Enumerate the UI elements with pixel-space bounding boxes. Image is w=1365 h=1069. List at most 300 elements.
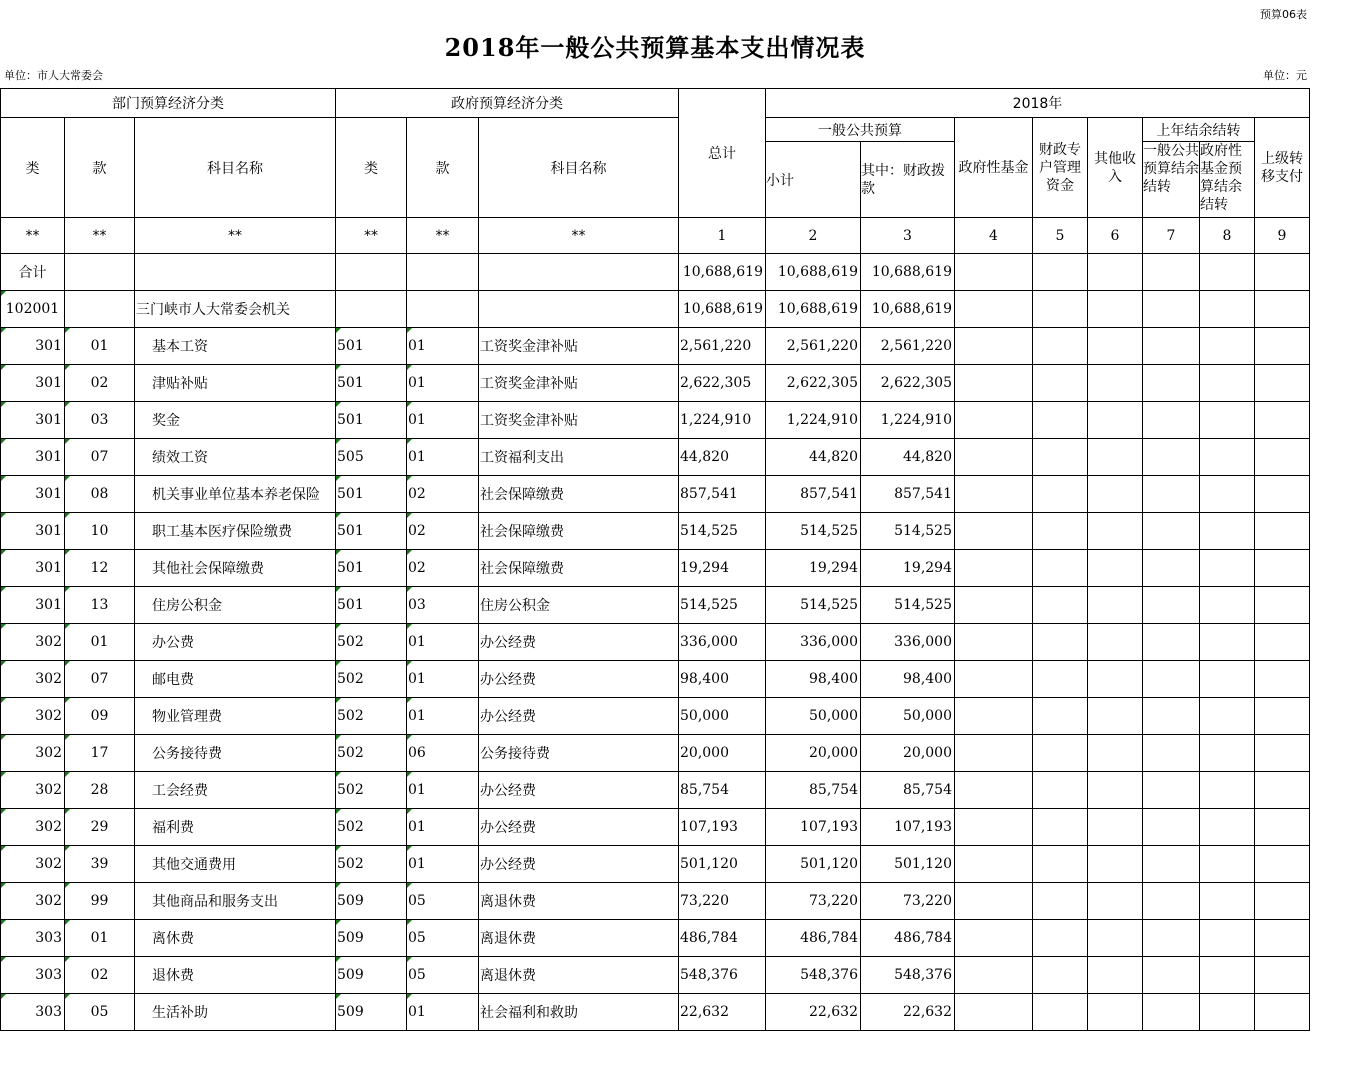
empty-cell[interactable]	[1143, 994, 1200, 1031]
gov-kuan-cell[interactable]: 01	[407, 994, 479, 1031]
subtotal-cell[interactable]: 2,622,305	[766, 365, 861, 402]
dept-item-name-cell[interactable]: 其他商品和服务支出	[135, 883, 336, 920]
fiscal-allocation-cell[interactable]: 20,000	[861, 735, 955, 772]
empty-cell[interactable]	[1033, 920, 1088, 957]
empty-cell[interactable]	[1200, 254, 1255, 291]
empty-cell[interactable]	[955, 809, 1033, 846]
empty-cell[interactable]	[1255, 846, 1310, 883]
gov-lei-cell[interactable]: 502	[336, 809, 407, 846]
gov-item-name-cell[interactable]: 社会保障缴费	[479, 513, 679, 550]
fiscal-allocation-cell[interactable]: 514,525	[861, 513, 955, 550]
empty-cell[interactable]	[1143, 772, 1200, 809]
dept-kuan-cell[interactable]: 08	[65, 476, 135, 513]
gov-kuan-cell[interactable]: 01	[407, 402, 479, 439]
empty-cell[interactable]	[955, 476, 1033, 513]
dept-lei-cell[interactable]: 302	[1, 624, 65, 661]
dept-kuan-cell[interactable]: 09	[65, 698, 135, 735]
gov-lei-cell[interactable]: 501	[336, 587, 407, 624]
empty-cell[interactable]	[1033, 365, 1088, 402]
empty-cell[interactable]	[1033, 291, 1088, 328]
empty-cell[interactable]	[1200, 291, 1255, 328]
empty-cell[interactable]	[955, 254, 1033, 291]
dept-item-name-cell[interactable]: 职工基本医疗保险缴费	[135, 513, 336, 550]
fiscal-allocation-cell[interactable]: 98,400	[861, 661, 955, 698]
gov-item-name-cell[interactable]: 办公经费	[479, 846, 679, 883]
dept-item-name-cell[interactable]: 物业管理费	[135, 698, 336, 735]
empty-cell[interactable]	[1033, 476, 1088, 513]
dept-lei-cell[interactable]: 合计	[1, 254, 65, 291]
gov-lei-cell[interactable]: 509	[336, 994, 407, 1031]
fiscal-allocation-cell[interactable]: 107,193	[861, 809, 955, 846]
empty-cell[interactable]	[1143, 957, 1200, 994]
dept-kuan-cell[interactable]: 99	[65, 883, 135, 920]
dept-kuan-cell[interactable]: 13	[65, 587, 135, 624]
subtotal-cell[interactable]: 85,754	[766, 772, 861, 809]
subtotal-cell[interactable]: 514,525	[766, 513, 861, 550]
dept-lei-cell[interactable]: 302	[1, 809, 65, 846]
total-cell[interactable]: 98,400	[679, 661, 766, 698]
dept-kuan-cell[interactable]: 10	[65, 513, 135, 550]
dept-item-name-cell[interactable]: 工会经费	[135, 772, 336, 809]
total-cell[interactable]: 50,000	[679, 698, 766, 735]
gov-kuan-cell[interactable]: 05	[407, 920, 479, 957]
empty-cell[interactable]	[1088, 772, 1143, 809]
empty-cell[interactable]	[1088, 661, 1143, 698]
dept-lei-cell[interactable]: 302	[1, 883, 65, 920]
dept-lei-cell[interactable]: 303	[1, 994, 65, 1031]
empty-cell[interactable]	[1200, 439, 1255, 476]
gov-kuan-cell[interactable]: 01	[407, 661, 479, 698]
subtotal-cell[interactable]: 98,400	[766, 661, 861, 698]
subtotal-cell[interactable]: 2,561,220	[766, 328, 861, 365]
empty-cell[interactable]	[1255, 772, 1310, 809]
dept-item-name-cell[interactable]: 福利费	[135, 809, 336, 846]
empty-cell[interactable]	[1255, 994, 1310, 1031]
empty-cell[interactable]	[955, 661, 1033, 698]
empty-cell[interactable]	[955, 365, 1033, 402]
gov-lei-cell[interactable]: 502	[336, 698, 407, 735]
empty-cell[interactable]	[955, 624, 1033, 661]
dept-kuan-cell[interactable]	[65, 254, 135, 291]
empty-cell[interactable]	[1255, 328, 1310, 365]
dept-item-name-cell[interactable]: 其他交通费用	[135, 846, 336, 883]
dept-lei-cell[interactable]: 301	[1, 513, 65, 550]
empty-cell[interactable]	[1143, 513, 1200, 550]
total-cell[interactable]: 10,688,619	[679, 254, 766, 291]
fiscal-allocation-cell[interactable]: 2,561,220	[861, 328, 955, 365]
empty-cell[interactable]	[1200, 328, 1255, 365]
fiscal-allocation-cell[interactable]: 2,622,305	[861, 365, 955, 402]
empty-cell[interactable]	[1088, 920, 1143, 957]
dept-kuan-cell[interactable]: 02	[65, 957, 135, 994]
total-cell[interactable]: 20,000	[679, 735, 766, 772]
empty-cell[interactable]	[1033, 661, 1088, 698]
dept-lei-cell[interactable]: 301	[1, 402, 65, 439]
gov-item-name-cell[interactable]	[479, 254, 679, 291]
empty-cell[interactable]	[1033, 883, 1088, 920]
dept-item-name-cell[interactable]: 住房公积金	[135, 587, 336, 624]
gov-kuan-cell[interactable]: 06	[407, 735, 479, 772]
gov-kuan-cell[interactable]: 01	[407, 365, 479, 402]
subtotal-cell[interactable]: 107,193	[766, 809, 861, 846]
gov-kuan-cell[interactable]: 01	[407, 439, 479, 476]
total-cell[interactable]: 1,224,910	[679, 402, 766, 439]
gov-lei-cell[interactable]: 509	[336, 957, 407, 994]
gov-lei-cell[interactable]: 501	[336, 365, 407, 402]
total-cell[interactable]: 514,525	[679, 513, 766, 550]
fiscal-allocation-cell[interactable]: 548,376	[861, 957, 955, 994]
empty-cell[interactable]	[1033, 328, 1088, 365]
gov-item-name-cell[interactable]	[479, 291, 679, 328]
empty-cell[interactable]	[1143, 661, 1200, 698]
dept-kuan-cell[interactable]: 17	[65, 735, 135, 772]
gov-item-name-cell[interactable]: 离退休费	[479, 957, 679, 994]
empty-cell[interactable]	[1143, 365, 1200, 402]
gov-item-name-cell[interactable]: 离退休费	[479, 920, 679, 957]
dept-item-name-cell[interactable]: 绩效工资	[135, 439, 336, 476]
dept-lei-cell[interactable]: 102001	[1, 291, 65, 328]
empty-cell[interactable]	[1143, 698, 1200, 735]
gov-item-name-cell[interactable]: 工资奖金津补贴	[479, 365, 679, 402]
dept-lei-cell[interactable]: 302	[1, 698, 65, 735]
empty-cell[interactable]	[955, 328, 1033, 365]
subtotal-cell[interactable]: 73,220	[766, 883, 861, 920]
empty-cell[interactable]	[955, 957, 1033, 994]
gov-item-name-cell[interactable]: 工资奖金津补贴	[479, 402, 679, 439]
gov-kuan-cell[interactable]	[407, 291, 479, 328]
gov-lei-cell[interactable]: 501	[336, 402, 407, 439]
subtotal-cell[interactable]: 1,224,910	[766, 402, 861, 439]
empty-cell[interactable]	[955, 402, 1033, 439]
empty-cell[interactable]	[1255, 661, 1310, 698]
empty-cell[interactable]	[1200, 587, 1255, 624]
empty-cell[interactable]	[1143, 550, 1200, 587]
gov-lei-cell[interactable]: 502	[336, 624, 407, 661]
fiscal-allocation-cell[interactable]: 50,000	[861, 698, 955, 735]
dept-kuan-cell[interactable]: 07	[65, 439, 135, 476]
fiscal-allocation-cell[interactable]: 514,525	[861, 587, 955, 624]
empty-cell[interactable]	[1143, 624, 1200, 661]
empty-cell[interactable]	[1033, 254, 1088, 291]
dept-kuan-cell[interactable]: 28	[65, 772, 135, 809]
gov-item-name-cell[interactable]: 办公经费	[479, 698, 679, 735]
empty-cell[interactable]	[1033, 624, 1088, 661]
gov-item-name-cell[interactable]: 工资福利支出	[479, 439, 679, 476]
fiscal-allocation-cell[interactable]: 44,820	[861, 439, 955, 476]
fiscal-allocation-cell[interactable]: 10,688,619	[861, 291, 955, 328]
empty-cell[interactable]	[955, 439, 1033, 476]
empty-cell[interactable]	[1200, 883, 1255, 920]
subtotal-cell[interactable]: 514,525	[766, 587, 861, 624]
empty-cell[interactable]	[1143, 476, 1200, 513]
gov-item-name-cell[interactable]: 社会福利和救助	[479, 994, 679, 1031]
dept-lei-cell[interactable]: 301	[1, 587, 65, 624]
empty-cell[interactable]	[1088, 402, 1143, 439]
empty-cell[interactable]	[1200, 402, 1255, 439]
dept-item-name-cell[interactable]: 机关事业单位基本养老保险	[135, 476, 336, 513]
gov-lei-cell[interactable]	[336, 291, 407, 328]
empty-cell[interactable]	[955, 587, 1033, 624]
empty-cell[interactable]	[1255, 439, 1310, 476]
empty-cell[interactable]	[1255, 624, 1310, 661]
empty-cell[interactable]	[955, 735, 1033, 772]
gov-item-name-cell[interactable]: 办公经费	[479, 809, 679, 846]
empty-cell[interactable]	[1255, 735, 1310, 772]
empty-cell[interactable]	[1200, 846, 1255, 883]
empty-cell[interactable]	[1033, 513, 1088, 550]
empty-cell[interactable]	[1033, 809, 1088, 846]
total-cell[interactable]: 107,193	[679, 809, 766, 846]
dept-kuan-cell[interactable]: 29	[65, 809, 135, 846]
dept-kuan-cell[interactable]: 01	[65, 624, 135, 661]
empty-cell[interactable]	[1200, 994, 1255, 1031]
dept-lei-cell[interactable]: 302	[1, 661, 65, 698]
empty-cell[interactable]	[1143, 883, 1200, 920]
empty-cell[interactable]	[1200, 809, 1255, 846]
empty-cell[interactable]	[1033, 550, 1088, 587]
empty-cell[interactable]	[1143, 587, 1200, 624]
gov-kuan-cell[interactable]: 05	[407, 883, 479, 920]
total-cell[interactable]: 85,754	[679, 772, 766, 809]
subtotal-cell[interactable]: 10,688,619	[766, 291, 861, 328]
dept-kuan-cell[interactable]: 01	[65, 328, 135, 365]
gov-lei-cell[interactable]: 505	[336, 439, 407, 476]
empty-cell[interactable]	[1143, 735, 1200, 772]
dept-lei-cell[interactable]: 301	[1, 328, 65, 365]
empty-cell[interactable]	[1255, 883, 1310, 920]
gov-item-name-cell[interactable]: 办公经费	[479, 624, 679, 661]
subtotal-cell[interactable]: 548,376	[766, 957, 861, 994]
dept-lei-cell[interactable]: 302	[1, 772, 65, 809]
gov-lei-cell[interactable]	[336, 254, 407, 291]
empty-cell[interactable]	[1200, 735, 1255, 772]
gov-item-name-cell[interactable]: 住房公积金	[479, 587, 679, 624]
empty-cell[interactable]	[1088, 476, 1143, 513]
gov-item-name-cell[interactable]: 离退休费	[479, 883, 679, 920]
dept-item-name-cell[interactable]: 办公费	[135, 624, 336, 661]
empty-cell[interactable]	[1143, 328, 1200, 365]
empty-cell[interactable]	[1088, 883, 1143, 920]
dept-lei-cell[interactable]: 303	[1, 920, 65, 957]
gov-kuan-cell[interactable]	[407, 254, 479, 291]
empty-cell[interactable]	[1088, 846, 1143, 883]
gov-item-name-cell[interactable]: 公务接待费	[479, 735, 679, 772]
empty-cell[interactable]	[1143, 254, 1200, 291]
empty-cell[interactable]	[1255, 291, 1310, 328]
gov-lei-cell[interactable]: 501	[336, 550, 407, 587]
gov-lei-cell[interactable]: 502	[336, 661, 407, 698]
subtotal-cell[interactable]: 19,294	[766, 550, 861, 587]
gov-kuan-cell[interactable]: 01	[407, 698, 479, 735]
dept-lei-cell[interactable]: 301	[1, 550, 65, 587]
dept-item-name-cell[interactable]: 邮电费	[135, 661, 336, 698]
empty-cell[interactable]	[1033, 846, 1088, 883]
empty-cell[interactable]	[955, 883, 1033, 920]
empty-cell[interactable]	[1255, 513, 1310, 550]
dept-lei-cell[interactable]: 302	[1, 735, 65, 772]
empty-cell[interactable]	[1255, 365, 1310, 402]
empty-cell[interactable]	[1088, 550, 1143, 587]
empty-cell[interactable]	[1255, 809, 1310, 846]
subtotal-cell[interactable]: 22,632	[766, 994, 861, 1031]
empty-cell[interactable]	[1143, 920, 1200, 957]
gov-kuan-cell[interactable]: 01	[407, 809, 479, 846]
empty-cell[interactable]	[1200, 365, 1255, 402]
gov-lei-cell[interactable]: 501	[336, 513, 407, 550]
gov-item-name-cell[interactable]: 办公经费	[479, 661, 679, 698]
empty-cell[interactable]	[1088, 809, 1143, 846]
dept-lei-cell[interactable]: 301	[1, 365, 65, 402]
empty-cell[interactable]	[955, 920, 1033, 957]
empty-cell[interactable]	[1033, 402, 1088, 439]
empty-cell[interactable]	[1200, 513, 1255, 550]
gov-kuan-cell[interactable]: 01	[407, 328, 479, 365]
empty-cell[interactable]	[1200, 698, 1255, 735]
total-cell[interactable]: 857,541	[679, 476, 766, 513]
dept-kuan-cell[interactable]: 02	[65, 365, 135, 402]
empty-cell[interactable]	[1255, 587, 1310, 624]
empty-cell[interactable]	[1255, 920, 1310, 957]
empty-cell[interactable]	[955, 772, 1033, 809]
subtotal-cell[interactable]: 50,000	[766, 698, 861, 735]
empty-cell[interactable]	[1088, 587, 1143, 624]
empty-cell[interactable]	[1088, 624, 1143, 661]
dept-item-name-cell[interactable]: 其他社会保障缴费	[135, 550, 336, 587]
empty-cell[interactable]	[955, 846, 1033, 883]
gov-kuan-cell[interactable]: 01	[407, 772, 479, 809]
total-cell[interactable]: 548,376	[679, 957, 766, 994]
empty-cell[interactable]	[1033, 772, 1088, 809]
gov-item-name-cell[interactable]: 工资奖金津补贴	[479, 328, 679, 365]
empty-cell[interactable]	[1143, 439, 1200, 476]
total-cell[interactable]: 336,000	[679, 624, 766, 661]
gov-lei-cell[interactable]: 509	[336, 920, 407, 957]
gov-lei-cell[interactable]: 502	[336, 846, 407, 883]
empty-cell[interactable]	[1088, 698, 1143, 735]
dept-lei-cell[interactable]: 301	[1, 439, 65, 476]
empty-cell[interactable]	[955, 994, 1033, 1031]
subtotal-cell[interactable]: 10,688,619	[766, 254, 861, 291]
subtotal-cell[interactable]: 486,784	[766, 920, 861, 957]
dept-kuan-cell[interactable]: 05	[65, 994, 135, 1031]
empty-cell[interactable]	[1088, 291, 1143, 328]
empty-cell[interactable]	[1088, 957, 1143, 994]
gov-kuan-cell[interactable]: 03	[407, 587, 479, 624]
subtotal-cell[interactable]: 336,000	[766, 624, 861, 661]
dept-item-name-cell[interactable]: 离休费	[135, 920, 336, 957]
gov-kuan-cell[interactable]: 02	[407, 550, 479, 587]
empty-cell[interactable]	[955, 291, 1033, 328]
dept-kuan-cell[interactable]: 12	[65, 550, 135, 587]
empty-cell[interactable]	[1088, 513, 1143, 550]
gov-lei-cell[interactable]: 502	[336, 772, 407, 809]
empty-cell[interactable]	[1200, 957, 1255, 994]
subtotal-cell[interactable]: 857,541	[766, 476, 861, 513]
empty-cell[interactable]	[1143, 402, 1200, 439]
dept-item-name-cell[interactable]	[135, 254, 336, 291]
gov-kuan-cell[interactable]: 02	[407, 513, 479, 550]
empty-cell[interactable]	[1088, 365, 1143, 402]
total-cell[interactable]: 501,120	[679, 846, 766, 883]
gov-lei-cell[interactable]: 509	[336, 883, 407, 920]
subtotal-cell[interactable]: 501,120	[766, 846, 861, 883]
empty-cell[interactable]	[1033, 735, 1088, 772]
empty-cell[interactable]	[1255, 476, 1310, 513]
gov-lei-cell[interactable]: 502	[336, 735, 407, 772]
fiscal-allocation-cell[interactable]: 336,000	[861, 624, 955, 661]
dept-item-name-cell[interactable]: 三门峡市人大常委会机关	[135, 291, 336, 328]
empty-cell[interactable]	[955, 698, 1033, 735]
fiscal-allocation-cell[interactable]: 486,784	[861, 920, 955, 957]
total-cell[interactable]: 10,688,619	[679, 291, 766, 328]
gov-kuan-cell[interactable]: 01	[407, 624, 479, 661]
dept-kuan-cell[interactable]: 03	[65, 402, 135, 439]
empty-cell[interactable]	[1033, 587, 1088, 624]
subtotal-cell[interactable]: 44,820	[766, 439, 861, 476]
empty-cell[interactable]	[1088, 439, 1143, 476]
fiscal-allocation-cell[interactable]: 857,541	[861, 476, 955, 513]
dept-item-name-cell[interactable]: 基本工资	[135, 328, 336, 365]
dept-kuan-cell[interactable]: 07	[65, 661, 135, 698]
empty-cell[interactable]	[1033, 957, 1088, 994]
fiscal-allocation-cell[interactable]: 85,754	[861, 772, 955, 809]
empty-cell[interactable]	[1255, 550, 1310, 587]
empty-cell[interactable]	[1033, 439, 1088, 476]
empty-cell[interactable]	[1255, 698, 1310, 735]
empty-cell[interactable]	[1200, 920, 1255, 957]
empty-cell[interactable]	[1200, 772, 1255, 809]
empty-cell[interactable]	[1033, 698, 1088, 735]
gov-item-name-cell[interactable]: 社会保障缴费	[479, 550, 679, 587]
dept-kuan-cell[interactable]	[65, 291, 135, 328]
total-cell[interactable]: 2,622,305	[679, 365, 766, 402]
fiscal-allocation-cell[interactable]: 1,224,910	[861, 402, 955, 439]
total-cell[interactable]: 514,525	[679, 587, 766, 624]
fiscal-allocation-cell[interactable]: 19,294	[861, 550, 955, 587]
fiscal-allocation-cell[interactable]: 73,220	[861, 883, 955, 920]
fiscal-allocation-cell[interactable]: 10,688,619	[861, 254, 955, 291]
dept-kuan-cell[interactable]: 39	[65, 846, 135, 883]
dept-item-name-cell[interactable]: 津贴补贴	[135, 365, 336, 402]
empty-cell[interactable]	[1033, 994, 1088, 1031]
gov-kuan-cell[interactable]: 01	[407, 846, 479, 883]
dept-item-name-cell[interactable]: 退休费	[135, 957, 336, 994]
empty-cell[interactable]	[1143, 291, 1200, 328]
total-cell[interactable]: 19,294	[679, 550, 766, 587]
empty-cell[interactable]	[1143, 809, 1200, 846]
empty-cell[interactable]	[1143, 846, 1200, 883]
gov-item-name-cell[interactable]: 社会保障缴费	[479, 476, 679, 513]
empty-cell[interactable]	[1200, 476, 1255, 513]
fiscal-allocation-cell[interactable]: 22,632	[861, 994, 955, 1031]
fiscal-allocation-cell[interactable]: 501,120	[861, 846, 955, 883]
empty-cell[interactable]	[1255, 957, 1310, 994]
gov-item-name-cell[interactable]: 办公经费	[479, 772, 679, 809]
dept-item-name-cell[interactable]: 奖金	[135, 402, 336, 439]
empty-cell[interactable]	[1200, 550, 1255, 587]
gov-kuan-cell[interactable]: 02	[407, 476, 479, 513]
dept-lei-cell[interactable]: 301	[1, 476, 65, 513]
empty-cell[interactable]	[1200, 661, 1255, 698]
empty-cell[interactable]	[1088, 735, 1143, 772]
total-cell[interactable]: 44,820	[679, 439, 766, 476]
empty-cell[interactable]	[1200, 624, 1255, 661]
empty-cell[interactable]	[1088, 994, 1143, 1031]
total-cell[interactable]: 2,561,220	[679, 328, 766, 365]
empty-cell[interactable]	[1255, 402, 1310, 439]
subtotal-cell[interactable]: 20,000	[766, 735, 861, 772]
gov-kuan-cell[interactable]: 05	[407, 957, 479, 994]
